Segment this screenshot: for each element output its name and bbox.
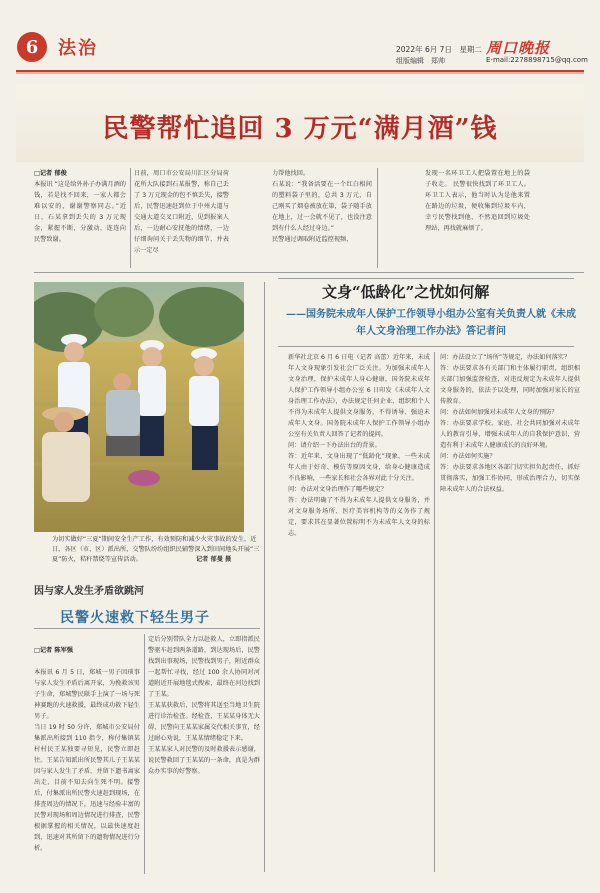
rescue-byline: □记者 陈军强 <box>34 647 73 654</box>
main-story-column-1 <box>34 168 126 268</box>
rescue-text-1: 本报讯 6 月 5 日，郑城一男子因琐事与家人发生矛盾后离开家，为挽救该男子生命，郑城警民联手上演了一场与死神赛跑的火速救援，最终成功救下轻生男子。 当日 19 时 50 分许，郑城市公安局付集派出所接到 110 指令，称付集镇某村村民王某独要寻短见，民警立即赶往。王某告知派出所民警其儿子王某某因与家人发生了矛盾，并留下遗书离家出走，目前不知去向生死不明。接警后，付集派出所民警火速赶到现场，在排查周边的情况下，迅速与经验丰富的民警对现场和周边情况进行排查，民警根据掌握的相关情况，以最快速度赶到，迅速对其所留下的遗物情况进行分析。 <box>34 669 140 852</box>
column-divider <box>377 168 378 268</box>
rescue-headline: 民警火速救下轻生男子 <box>60 610 210 626</box>
column-divider <box>264 282 265 872</box>
interview-top-rule <box>278 278 574 279</box>
main-story-text-1: 本报讯 “这是给外孙子办满月酒的钱，若是找不回来，一家人都会难以安的，谢谢警察同志。”近日，石某拿到丢失的 3 万元现金，紧握不断，分激动，连连向民警致谢。 <box>34 181 126 243</box>
interview-column-1: 新华社北京 6 月 6 日电（记者 高蕾）近年来，未成年人文身现象引发社会广泛关注。为加强未成年人文身治理，保护未成年人身心健康，国务院未成年人保护工作领导小组办公室 6 日印发《未成年人文身治理工作办法》，办法规定任何企业、组织和个人不得为未成年人提供文身服务，不得诱导、强迫未成年人文身。国务院未成年人保护工作领导小组办公室有关负责人回答了记者的提问。 问：请介绍一下办法出台的背景。 答：近年来，文身出现了“低龄化”现象，一些未成年人由于好奇、模仿等原因文身，给身心健康造成不良影响，一些家长和社会各界对此十分关注。 问：办法对文身治理作了哪些规定？ 答：办法明确了不得为未成年人提供文身服务，并对文身服务场所、医疗美容机构等的义务作了规定，要求其在显著位置标明不为未成年人文身的标志。 <box>288 354 430 537</box>
news-photo <box>34 282 244 532</box>
header-band <box>16 71 584 74</box>
editor-credit: 组版编辑 郑帅 <box>396 57 445 65</box>
main-story-column-2: 日前，周口市公安局川汇区分局荷花所大队接到石某报警，称自己丢了 3 万元现金的包不慎丢失，接警后，民警迅速赶到位于中州大道与交通大道交叉口附近，见到报案人后，一边耐心安抚他的情绪，一边仔细询问关于丢失物的细节，并表示一定尽 <box>134 170 229 254</box>
issue-date: 2022年 6月 7日 星期二 <box>396 45 482 54</box>
page-header <box>0 0 600 70</box>
interview-deck-rule <box>278 346 574 347</box>
interview-headline: 文身“低龄化”之忧如何解 <box>322 283 490 301</box>
section-divider <box>34 272 584 273</box>
newspaper-logo: 周口晚报 <box>486 39 551 57</box>
photo-credit: 记者 郁曼 摄 <box>196 556 232 563</box>
column-divider <box>144 634 145 874</box>
section-title: 法治 <box>58 38 98 59</box>
police-field-photo <box>34 282 244 532</box>
main-story-byline: □记者 郁俊 <box>34 170 67 177</box>
rescue-column-2: 定后分别带队全力以赴救人，立即指派民警驱车赶到两条道路，到达现场后，民警找到出事现场，民警找到男子，附近群众一起帮忙寻找，经过 100 余人协同对河道附近开展地毯式搜索，最终在河边找到了王某。 王某某获救后，民警将其送至当地卫生院进行诊治检查。经检查，王某某身体无大碍，民警向王某某家属交代相关事宜，经过耐心劝说，王某某情绪稳定下来。 王某某家人对民警的及时救援表示感谢，说民警救回了王某某的一条命，真是为群众办实事的好警察。 <box>148 636 260 775</box>
column-divider <box>434 352 435 872</box>
main-headline: 民警帮忙追回 3 万元“满月酒”钱 <box>102 114 498 144</box>
main-story-column-4: 发现一名环卫工人把袋置在地上的袋子收走。 民警很快找到了环卫工人。环卫工人表示，他当时认为是他来置在路边的垃圾，便收集到垃圾车内，幸亏民警找到他，不然追回到垃圾处理站，再找就麻烦了。 <box>425 170 530 232</box>
rescue-title-rule <box>34 628 260 629</box>
column-divider <box>130 168 131 268</box>
photo-caption: 为切实做好“三夏”期间安全生产工作，有效预防和减少火灾事故的发生，近日，各区（市、区）派出所，交警队纷纷组织民辅警深入到田间地头开展“三夏”防火，秸秆禁烧等宣传活动。 <box>52 536 260 563</box>
interview-deck: ——国务院未成年人保护工作领导小组办公室有关负责人就《未成年人文身治理工作办法》答记者问 <box>286 309 576 337</box>
rescue-kicker: 因与家人发生矛盾欲跳河 <box>34 586 144 597</box>
main-story-column-3: 力帮他找回。 石某说：“我备活要在一个红白相间的塑料袋子里的，总共 3 万元，自己刚买了烟卷被放在第，袋子随手放在地上，过一会就不见了，也没注意到有什么人经过身边。” 民警通过调取附近监控视频， <box>272 170 372 243</box>
interview-column-2: 问：办法设立了“场所”等规定，办法如何落实？ 答：办法要求各有关部门和主体履行职责，组织相关部门加强监督检查，对违反规定为未成年人提供文身服务的，依法予以处理，同时加强对家长的宣传教育。 问：办法如何加强对未成年人文身的预防？ 答：办法要求学校、家庭、社会共同加强对未成年人的教育引导，增强未成年人的自我保护意识，营造有利于未成年人健康成长的良好环境。 问：办法如何实施？ 答：办法要求各地区各部门切实担负起责任，抓好贯彻落实，加强工作协同，形成治理合力，切实保障未成年人的合法权益。 <box>440 354 580 493</box>
rescue-column-1 <box>34 634 140 874</box>
contact-email: E-mail:2278898715@qq.com <box>486 56 588 64</box>
page-number-badge: 6 <box>17 32 47 62</box>
